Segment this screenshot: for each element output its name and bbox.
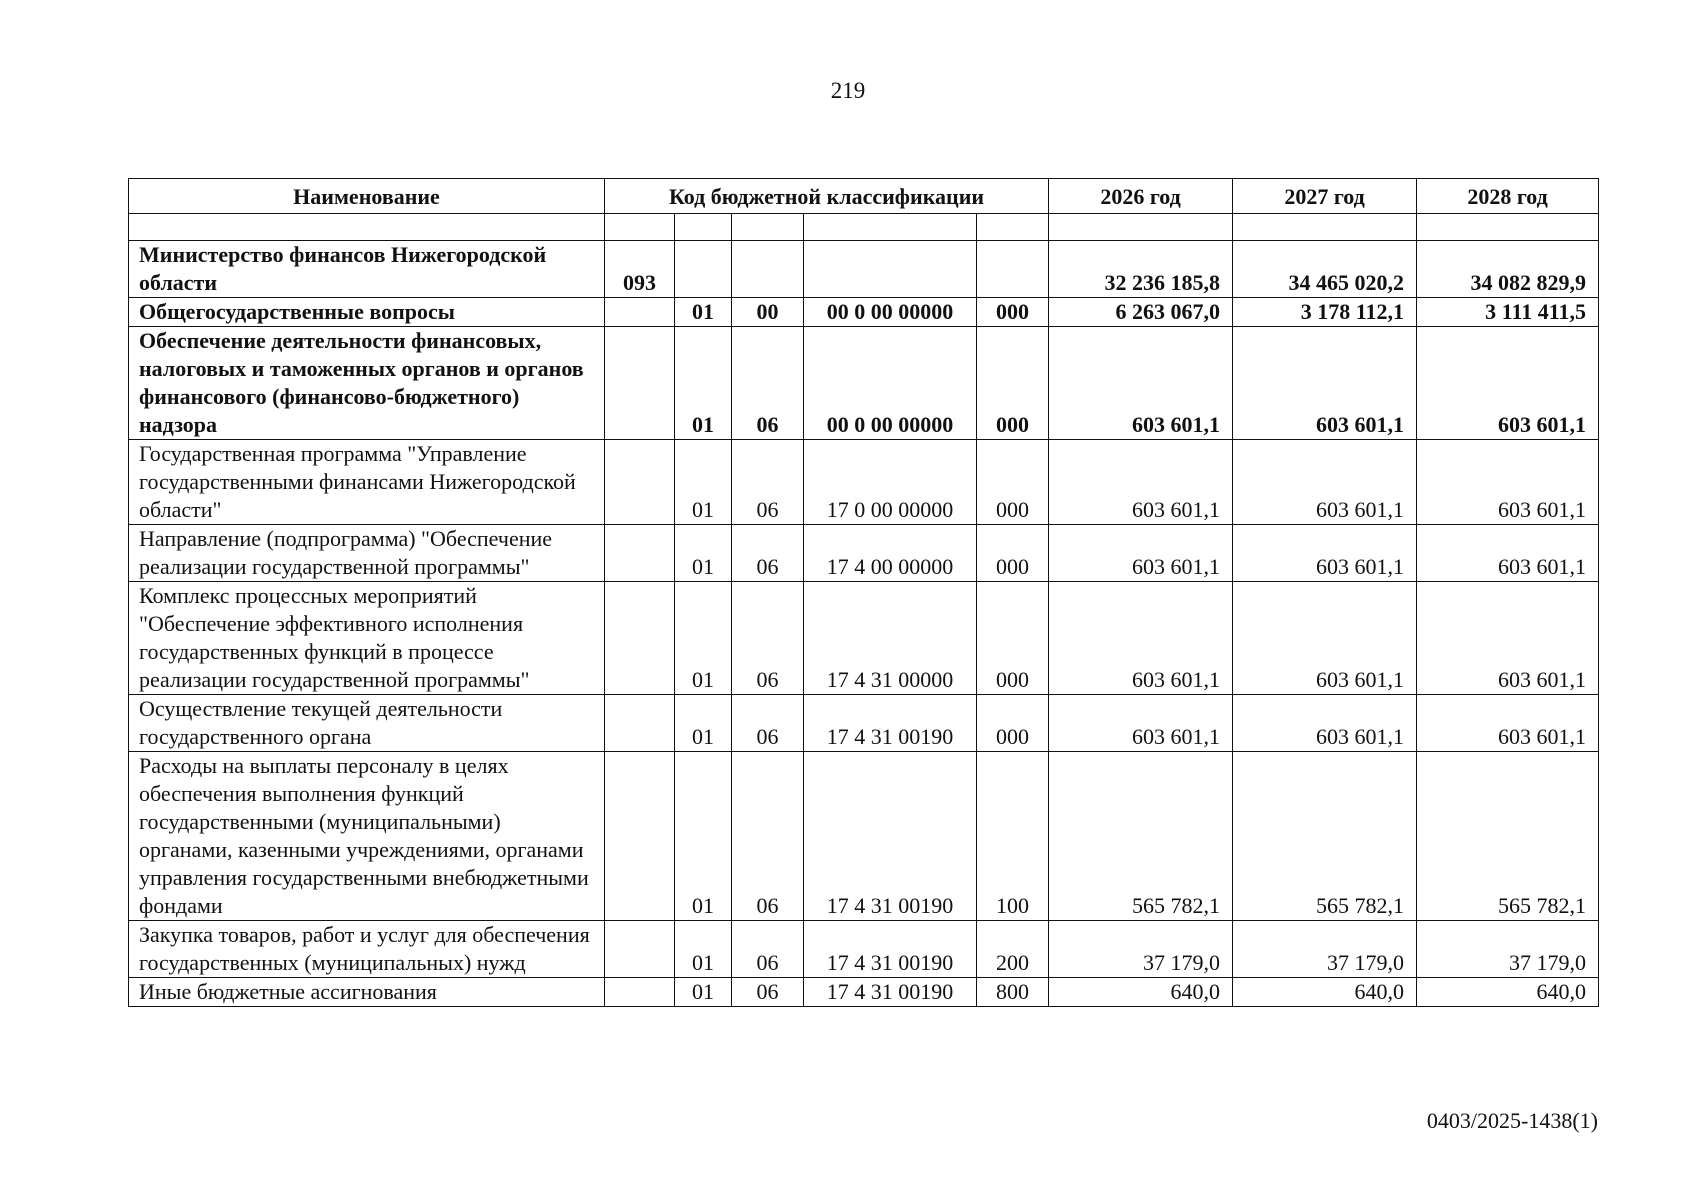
- document-code: 0403/2025-1438(1): [1426, 1108, 1598, 1133]
- cell-name: Иные бюджетные ассигнования: [129, 978, 605, 1007]
- cell-code-admin: 093: [605, 241, 675, 298]
- cell-code-admin: [605, 582, 675, 695]
- spacer-cell: [605, 214, 675, 241]
- spacer-cell: [129, 214, 605, 241]
- cell-2028: 603 601,1: [1417, 440, 1599, 525]
- cell-2028: 37 179,0: [1417, 921, 1599, 978]
- cell-code-target: 17 4 31 00190: [804, 695, 977, 752]
- cell-code-target: 17 4 00 00000: [804, 525, 977, 582]
- spacer-cell: [675, 214, 732, 241]
- cell-code-target: 17 0 00 00000: [804, 440, 977, 525]
- cell-code-section: 01: [675, 695, 732, 752]
- cell-code-admin: [605, 752, 675, 921]
- cell-code-admin: [605, 921, 675, 978]
- cell-code-expense: 000: [977, 298, 1049, 327]
- cell-name: Обеспечение деятельности финансовых, налоговых и таможенных органов и органов финансового (финансово-бюджетного) надзора: [129, 327, 605, 440]
- cell-code-subsection: 06: [732, 978, 804, 1007]
- table-row: [129, 582, 1599, 695]
- cell-code-expense: 100: [977, 752, 1049, 921]
- spacer-cell: [977, 214, 1049, 241]
- cell-code-expense: 200: [977, 921, 1049, 978]
- header-code: Код бюджетной классификации: [605, 179, 1049, 214]
- cell-2026: 32 236 185,8: [1049, 241, 1233, 298]
- cell-name: Комплекс процессных мероприятий "Обеспечение эффективного исполнения государственных функций в процессе реализации государственной программы": [129, 582, 605, 695]
- cell-2027: 565 782,1: [1233, 752, 1417, 921]
- cell-code-expense: 000: [977, 695, 1049, 752]
- cell-2028: 603 601,1: [1417, 525, 1599, 582]
- cell-name: Общегосударственные вопросы: [129, 298, 605, 327]
- cell-code-subsection: 06: [732, 752, 804, 921]
- table-row: [129, 525, 1599, 582]
- cell-name: Направление (подпрограмма) "Обеспечение реализации государственной программы": [129, 525, 605, 582]
- cell-2026: 6 263 067,0: [1049, 298, 1233, 327]
- cell-2028: 565 782,1: [1417, 752, 1599, 921]
- cell-2026: 603 601,1: [1049, 582, 1233, 695]
- cell-2028: 34 082 829,9: [1417, 241, 1599, 298]
- cell-code-subsection: 06: [732, 327, 804, 440]
- cell-code-subsection: 06: [732, 525, 804, 582]
- cell-code-admin: [605, 327, 675, 440]
- cell-2028: 3 111 411,5: [1417, 298, 1599, 327]
- cell-code-target: [804, 241, 977, 298]
- header-2027: 2027 год: [1233, 179, 1417, 214]
- cell-2028: 603 601,1: [1417, 695, 1599, 752]
- cell-code-target: 00 0 00 00000: [804, 327, 977, 440]
- table-row: [129, 978, 1599, 1007]
- cell-2026: 603 601,1: [1049, 440, 1233, 525]
- cell-2026: 603 601,1: [1049, 327, 1233, 440]
- cell-2027: 37 179,0: [1233, 921, 1417, 978]
- cell-2027: 603 601,1: [1233, 582, 1417, 695]
- spacer-cell: [804, 214, 977, 241]
- cell-code-subsection: 06: [732, 582, 804, 695]
- spacer-cell: [732, 214, 804, 241]
- cell-2027: 603 601,1: [1233, 525, 1417, 582]
- cell-code-target: 17 4 31 00190: [804, 978, 977, 1007]
- cell-code-section: 01: [675, 440, 732, 525]
- cell-code-admin: [605, 978, 675, 1007]
- header-2026: 2026 год: [1049, 179, 1233, 214]
- table-body: [129, 241, 1599, 1007]
- cell-code-section: 01: [675, 525, 732, 582]
- cell-2027: 640,0: [1233, 978, 1417, 1007]
- cell-code-admin: [605, 298, 675, 327]
- cell-name: Государственная программа "Управление государственными финансами Нижегородской области": [129, 440, 605, 525]
- spacer-cell: [1417, 214, 1599, 241]
- cell-code-target: 17 4 31 00000: [804, 582, 977, 695]
- budget-table: [128, 178, 1599, 1007]
- cell-code-subsection: 06: [732, 695, 804, 752]
- cell-2026: 565 782,1: [1049, 752, 1233, 921]
- cell-code-target: 00 0 00 00000: [804, 298, 977, 327]
- page-number: 219: [830, 78, 866, 103]
- cell-code-admin: [605, 440, 675, 525]
- cell-2026: 640,0: [1049, 978, 1233, 1007]
- table-row: [129, 327, 1599, 440]
- cell-name: Закупка товаров, работ и услуг для обеспечения государственных (муниципальных) нужд: [129, 921, 605, 978]
- cell-code-section: 01: [675, 327, 732, 440]
- cell-name: Осуществление текущей деятельности государственного органа: [129, 695, 605, 752]
- cell-code-subsection: 06: [732, 440, 804, 525]
- cell-code-section: 01: [675, 978, 732, 1007]
- cell-code-expense: [977, 241, 1049, 298]
- cell-code-expense: 000: [977, 582, 1049, 695]
- cell-code-section: [675, 241, 732, 298]
- table-row: [129, 241, 1599, 298]
- table-row: [129, 298, 1599, 327]
- cell-code-admin: [605, 525, 675, 582]
- cell-2028: 640,0: [1417, 978, 1599, 1007]
- cell-2027: 603 601,1: [1233, 695, 1417, 752]
- cell-name: Расходы на выплаты персоналу в целях обеспечения выполнения функций государственными (муниципальными) органами, казенными учреждениями, органами управления государственными внебюджетными фондами: [129, 752, 605, 921]
- cell-code-subsection: [732, 241, 804, 298]
- cell-code-section: 01: [675, 752, 732, 921]
- cell-code-section: 01: [675, 298, 732, 327]
- cell-code-target: 17 4 31 00190: [804, 752, 977, 921]
- cell-2027: 3 178 112,1: [1233, 298, 1417, 327]
- cell-code-admin: [605, 695, 675, 752]
- table-row: [129, 695, 1599, 752]
- cell-code-subsection: 00: [732, 298, 804, 327]
- cell-code-section: 01: [675, 582, 732, 695]
- spacer-cell: [1233, 214, 1417, 241]
- cell-2028: 603 601,1: [1417, 582, 1599, 695]
- cell-2026: 603 601,1: [1049, 695, 1233, 752]
- cell-2028: 603 601,1: [1417, 327, 1599, 440]
- cell-2027: 603 601,1: [1233, 327, 1417, 440]
- cell-name: Министерство финансов Нижегородской области: [129, 241, 605, 298]
- table-row: [129, 440, 1599, 525]
- cell-code-section: 01: [675, 921, 732, 978]
- cell-code-expense: 000: [977, 327, 1049, 440]
- cell-2026: 603 601,1: [1049, 525, 1233, 582]
- spacer-cell: [1049, 214, 1233, 241]
- header-2028: 2028 год: [1417, 179, 1599, 214]
- cell-2027: 34 465 020,2: [1233, 241, 1417, 298]
- cell-code-expense: 000: [977, 440, 1049, 525]
- header-name: Наименование: [129, 179, 605, 214]
- cell-2027: 603 601,1: [1233, 440, 1417, 525]
- cell-code-subsection: 06: [732, 921, 804, 978]
- cell-2026: 37 179,0: [1049, 921, 1233, 978]
- cell-code-expense: 000: [977, 525, 1049, 582]
- header-row: [129, 179, 1599, 214]
- table-row: [129, 921, 1599, 978]
- spacer-row: [129, 214, 1599, 241]
- cell-code-expense: 800: [977, 978, 1049, 1007]
- cell-code-target: 17 4 31 00190: [804, 921, 977, 978]
- table-row: [129, 752, 1599, 921]
